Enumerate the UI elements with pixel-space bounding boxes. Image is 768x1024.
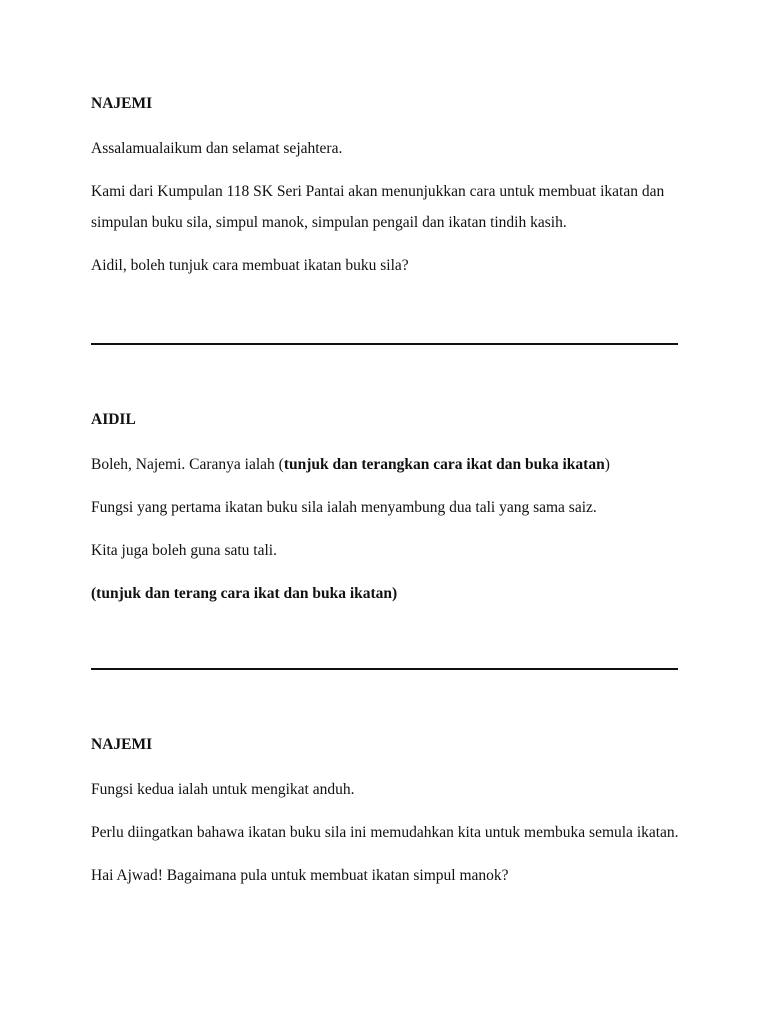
- stage-direction: tunjuk dan terangkan cara ikat dan buka ikatan: [283, 456, 605, 473]
- line-text: Boleh, Najemi. Caranya ialah (: [91, 456, 284, 473]
- dialogue-line: Fungsi yang pertama ikatan buku sila ialah menyambung dua tali yang sama saiz.: [91, 499, 597, 516]
- dialogue-line: Perlu diingatkan bahawa ikatan buku sila ini memudahkan kita untuk membuka semula ikatan.: [91, 824, 679, 841]
- dialogue-line: [91, 449, 681, 480]
- dialogue-line: Hai Ajwad! Bagaimana pula untuk membuat ikatan simpul manok?: [91, 867, 509, 884]
- stage-direction-line: [91, 578, 681, 609]
- section-divider: [91, 668, 678, 670]
- dialogue-line: Fungsi kedua ialah untuk mengikat anduh.: [91, 781, 355, 798]
- speaker-name: NAJEMI: [91, 736, 153, 753]
- dialogue-line: Aidil, boleh tunjuk cara membuat ikatan buku sila?: [91, 257, 409, 274]
- stage-direction: tunjuk dan terang cara ikat dan buka ikatan: [96, 585, 393, 602]
- line-text: ): [604, 456, 610, 473]
- dialogue-section-aidil: [91, 410, 681, 609]
- dialogue-section-najemi-2: [91, 735, 681, 891]
- section-divider: [91, 343, 678, 345]
- speaker-name: AIDIL: [91, 411, 136, 428]
- dialogue-section-najemi-1: [91, 94, 681, 281]
- dialogue-line: Kita juga boleh guna satu tali.: [91, 542, 277, 559]
- dialogue-line: Assalamualaikum dan selamat sejahtera.: [91, 140, 343, 157]
- line-text: (: [91, 585, 97, 602]
- dialogue-line: Kami dari Kumpulan 118 SK Seri Pantai akan menunjukkan cara untuk membuat ikatan dan simpulan buku sila, simpul manok, simpulan pengail dan ikatan tindih kasih.: [91, 183, 665, 231]
- line-text: ): [392, 585, 398, 602]
- speaker-name: NAJEMI: [91, 95, 153, 112]
